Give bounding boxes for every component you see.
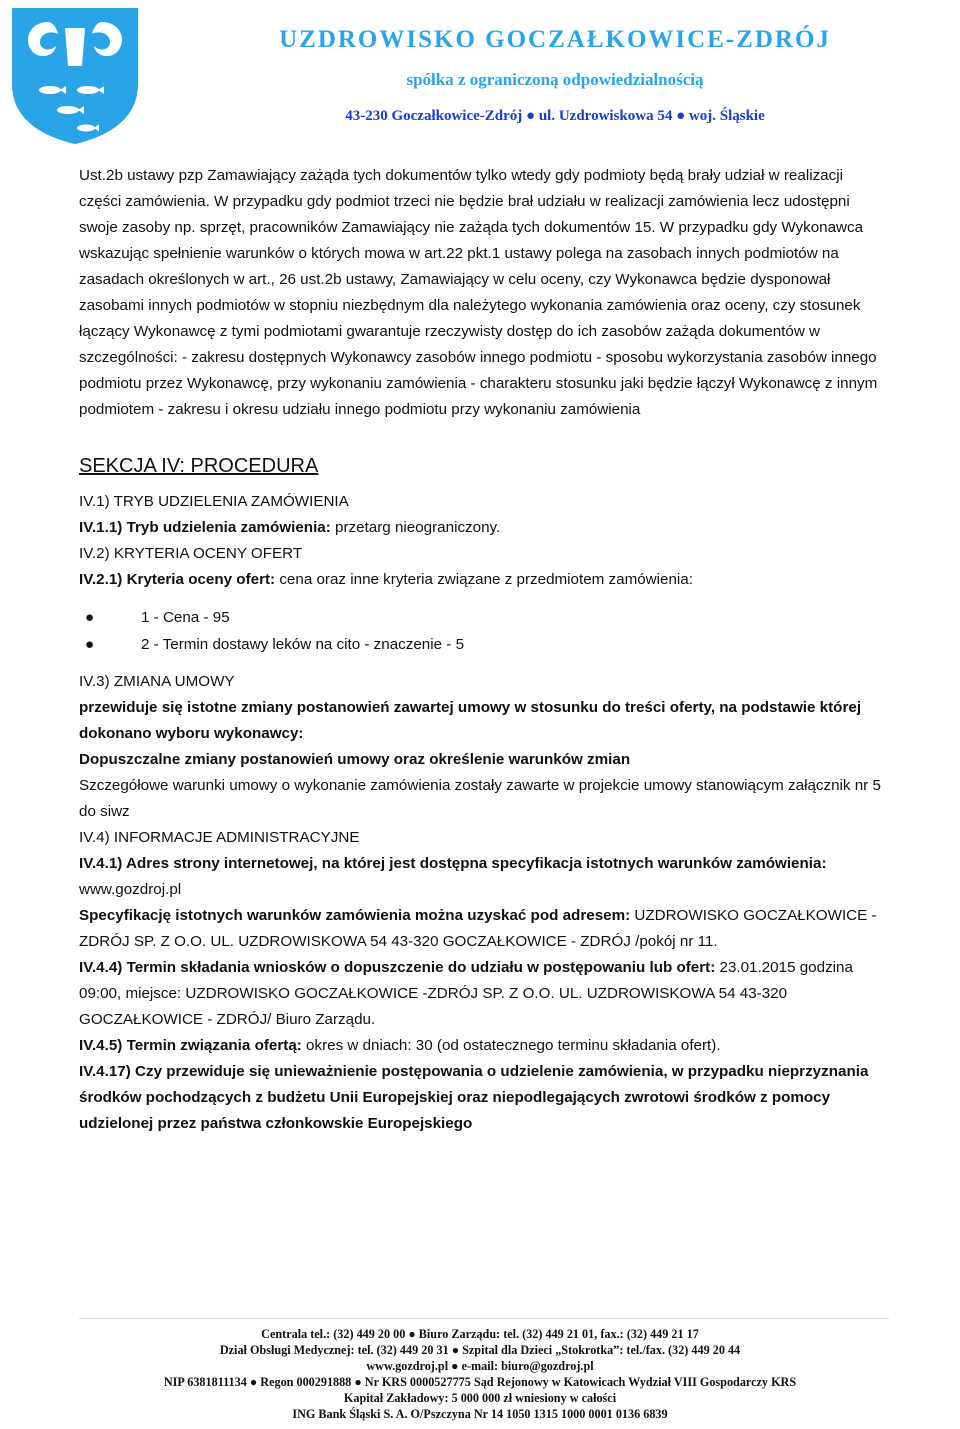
footer-line: www.gozdroj.pl ● e-mail: biuro@gozdroj.pl [366,1359,594,1373]
footer-line: Centrala tel.: (32) 449 20 00 ● Biuro Zarządu: tel. (32) 449 21 01, fax.: (32) 449 21 17 [261,1327,699,1341]
iv21-value: cena oraz inne kryteria związane z przedmiotem zamówienia: [275,571,693,588]
company-brand [250,26,860,125]
spec-line [79,903,889,955]
iv11-line [79,515,889,541]
iv44-value: 23.01.2015 godzina 09:00, miejsce: UZDROWISKO GOCZAŁKOWICE -ZDRÓJ SP. Z O.O. UL. UZDROWISKOWA 54 43-320 GOCZAŁKOWICE - ZDRÓJ/ Biuro Zarządu. [79,959,853,1028]
iv11-label: IV.1.1) Tryb udzielenia zamówienia: [79,519,331,536]
footer-line: Kapitał Zakładowy: 5 000 000 zł wniesiony w całości [343,1391,617,1405]
spec-value: UZDROWISKO GOCZAŁKOWICE -ZDRÓJ SP. Z O.O. UL. UZDROWISKOWA 54 43-320 GOCZAŁKOWICE - ZDRÓJ /pokój nr 11. [79,907,877,950]
iv44-label: IV.4.4) Termin składania wniosków o dopuszczenie do udziału w postępowaniu lub ofert: [79,959,716,976]
iv45-value: okres w dniach: 30 (od ostatecznego terminu składania ofert). [301,1037,721,1054]
list-item [79,605,889,632]
criterion-text: 2 - Termin dostawy leków na cito - znaczenie - 5 [141,636,465,653]
intro-paragraph: Ust.2b ustawy pzp Zamawiający zażąda tych dokumentów tylko wtedy gdy podmioty będą brały udział w realizacji części zamówienia. W przypadku gdy podmiot trzeci nie będzie brał udziału w realizacji zamówienia lecz udostępni swoje zasoby np. sprzęt, pracowników Zamawiający nie zażąda tych dokumentów 15. W przypadku gdy Wykonawca wskazując spełnienie warunków o których mowa w art.22 pkt.1 ustawy polega na zasobach innych podmiotów na zasadach określonych w art., 26 ust.2b ustawy, Zamawiający w celu oceny, czy Wykonawca będzie dysponował zasobami innych podmiotów w stopniu niezbędnym dla należytego wykonania zamówienia oraz oceny, czy stosunek łączący Wykonawcę z tymi podmiotami gwarantuje rzeczywisty dostęp do ich zasobów zażąda dokumentów w szczególności: - zakresu dostępnych Wykonawcy zasobów innego podmiotu - sposobu wykorzystania zasobów innego podmiotu przez Wykonawcę, przy wykonaniu zamówienia - charakteru stosunku jaki będzie łączył Wykonawcę z innym podmiotem - zakresu i okresu udziału innego podmiotu przy wykonaniu zamówienia [79,167,878,418]
iv41-value: www.gozdroj.pl [79,881,182,898]
iv21-label: IV.2.1) Kryteria oceny ofert: [79,571,276,588]
iv21-line [79,567,889,593]
iv41-label: IV.4.1) Adres strony internetowej, na której jest dostępna specyfikacja istotnych warunków zamówienia: [79,855,827,872]
coat-of-arms-logo [10,6,140,146]
iv45-label: IV.4.5) Termin związania ofertą: [79,1037,302,1054]
footer-divider [79,1318,889,1319]
document-body [79,163,889,1137]
iv41-line [79,851,889,903]
letterhead [0,0,960,150]
spec-label: Specyfikację istotnych warunków zamówienia można uzyskać pod adresem: [79,907,631,924]
footer-line: NIP 6381811134 ● Regon 000291888 ● Nr KRS 0000527775 Sąd Rejonowy w Katowicach Wydział VIII Gospodarczy KRS [163,1375,797,1389]
bullet-icon: ● [85,609,95,626]
iv45-line [79,1033,889,1059]
iv3-heading: IV.3) ZMIANA UMOWY [79,673,235,690]
criteria-list [79,605,889,659]
iv417-line: IV.4.17) Czy przewiduje się unieważnienie postępowania o udzielenie zamówienia, w przypadku nieprzyznania środków pochodzących z budżetu Unii Europejskiej oraz niepodlegających zwrotowi środków z pomocy udzielonej przez państwa członkowskie Europejskiego [79,1063,869,1132]
iv3-text: Szczegółowe warunki umowy o wykonanie zamówienia zostały zawarte w projekcie umowy stanowiącym załącznik nr 5 do siwz [79,777,881,820]
footer-line: Dział Obsługi Medycznej: tel. (32) 449 20 31 ● Szpital dla Dzieci „Stokrotka”: tel./fax. (32) 449 20 44 [219,1343,741,1357]
iv11-value: przetarg nieograniczony. [330,519,501,536]
iv3-bold-text-2: Dopuszczalne zmiany postanowień umowy oraz określenie warunków zmian [79,751,631,768]
iv4-heading: IV.4) INFORMACJE ADMINISTRACYJNE [79,829,360,846]
iv44-line [79,955,889,1033]
footer-line: ING Bank Śląski S. A. O/Pszczyna Nr 14 1050 1315 1000 0001 0136 6839 [292,1407,668,1421]
iv2-heading: IV.2) KRYTERIA OCENY OFERT [79,545,303,562]
iv1-heading: IV.1) TRYB UDZIELENIA ZAMÓWIENIA [79,493,349,510]
footer [100,1326,860,1422]
list-item [79,632,889,659]
bullet-icon: ● [85,636,95,653]
criterion-text: 1 - Cena - 95 [141,609,230,626]
company-address: 43-230 Goczałkowice-Zdrój ● ul. Uzdrowiskowa 54 ● woj. Śląskie [345,108,765,124]
section-title: SEKCJA IV: PROCEDURA [79,455,319,477]
iv3-bold-text-1: przewiduje się istotne zmiany postanowień zawartej umowy w stosunku do treści oferty, na podstawie której dokonano wyboru wykonawcy: [79,699,862,742]
company-subtitle: spółka z ograniczoną odpowiedzialnością [406,70,704,89]
company-title: UZDROWISKO GOCZAŁKOWICE-ZDRÓJ [279,26,831,53]
